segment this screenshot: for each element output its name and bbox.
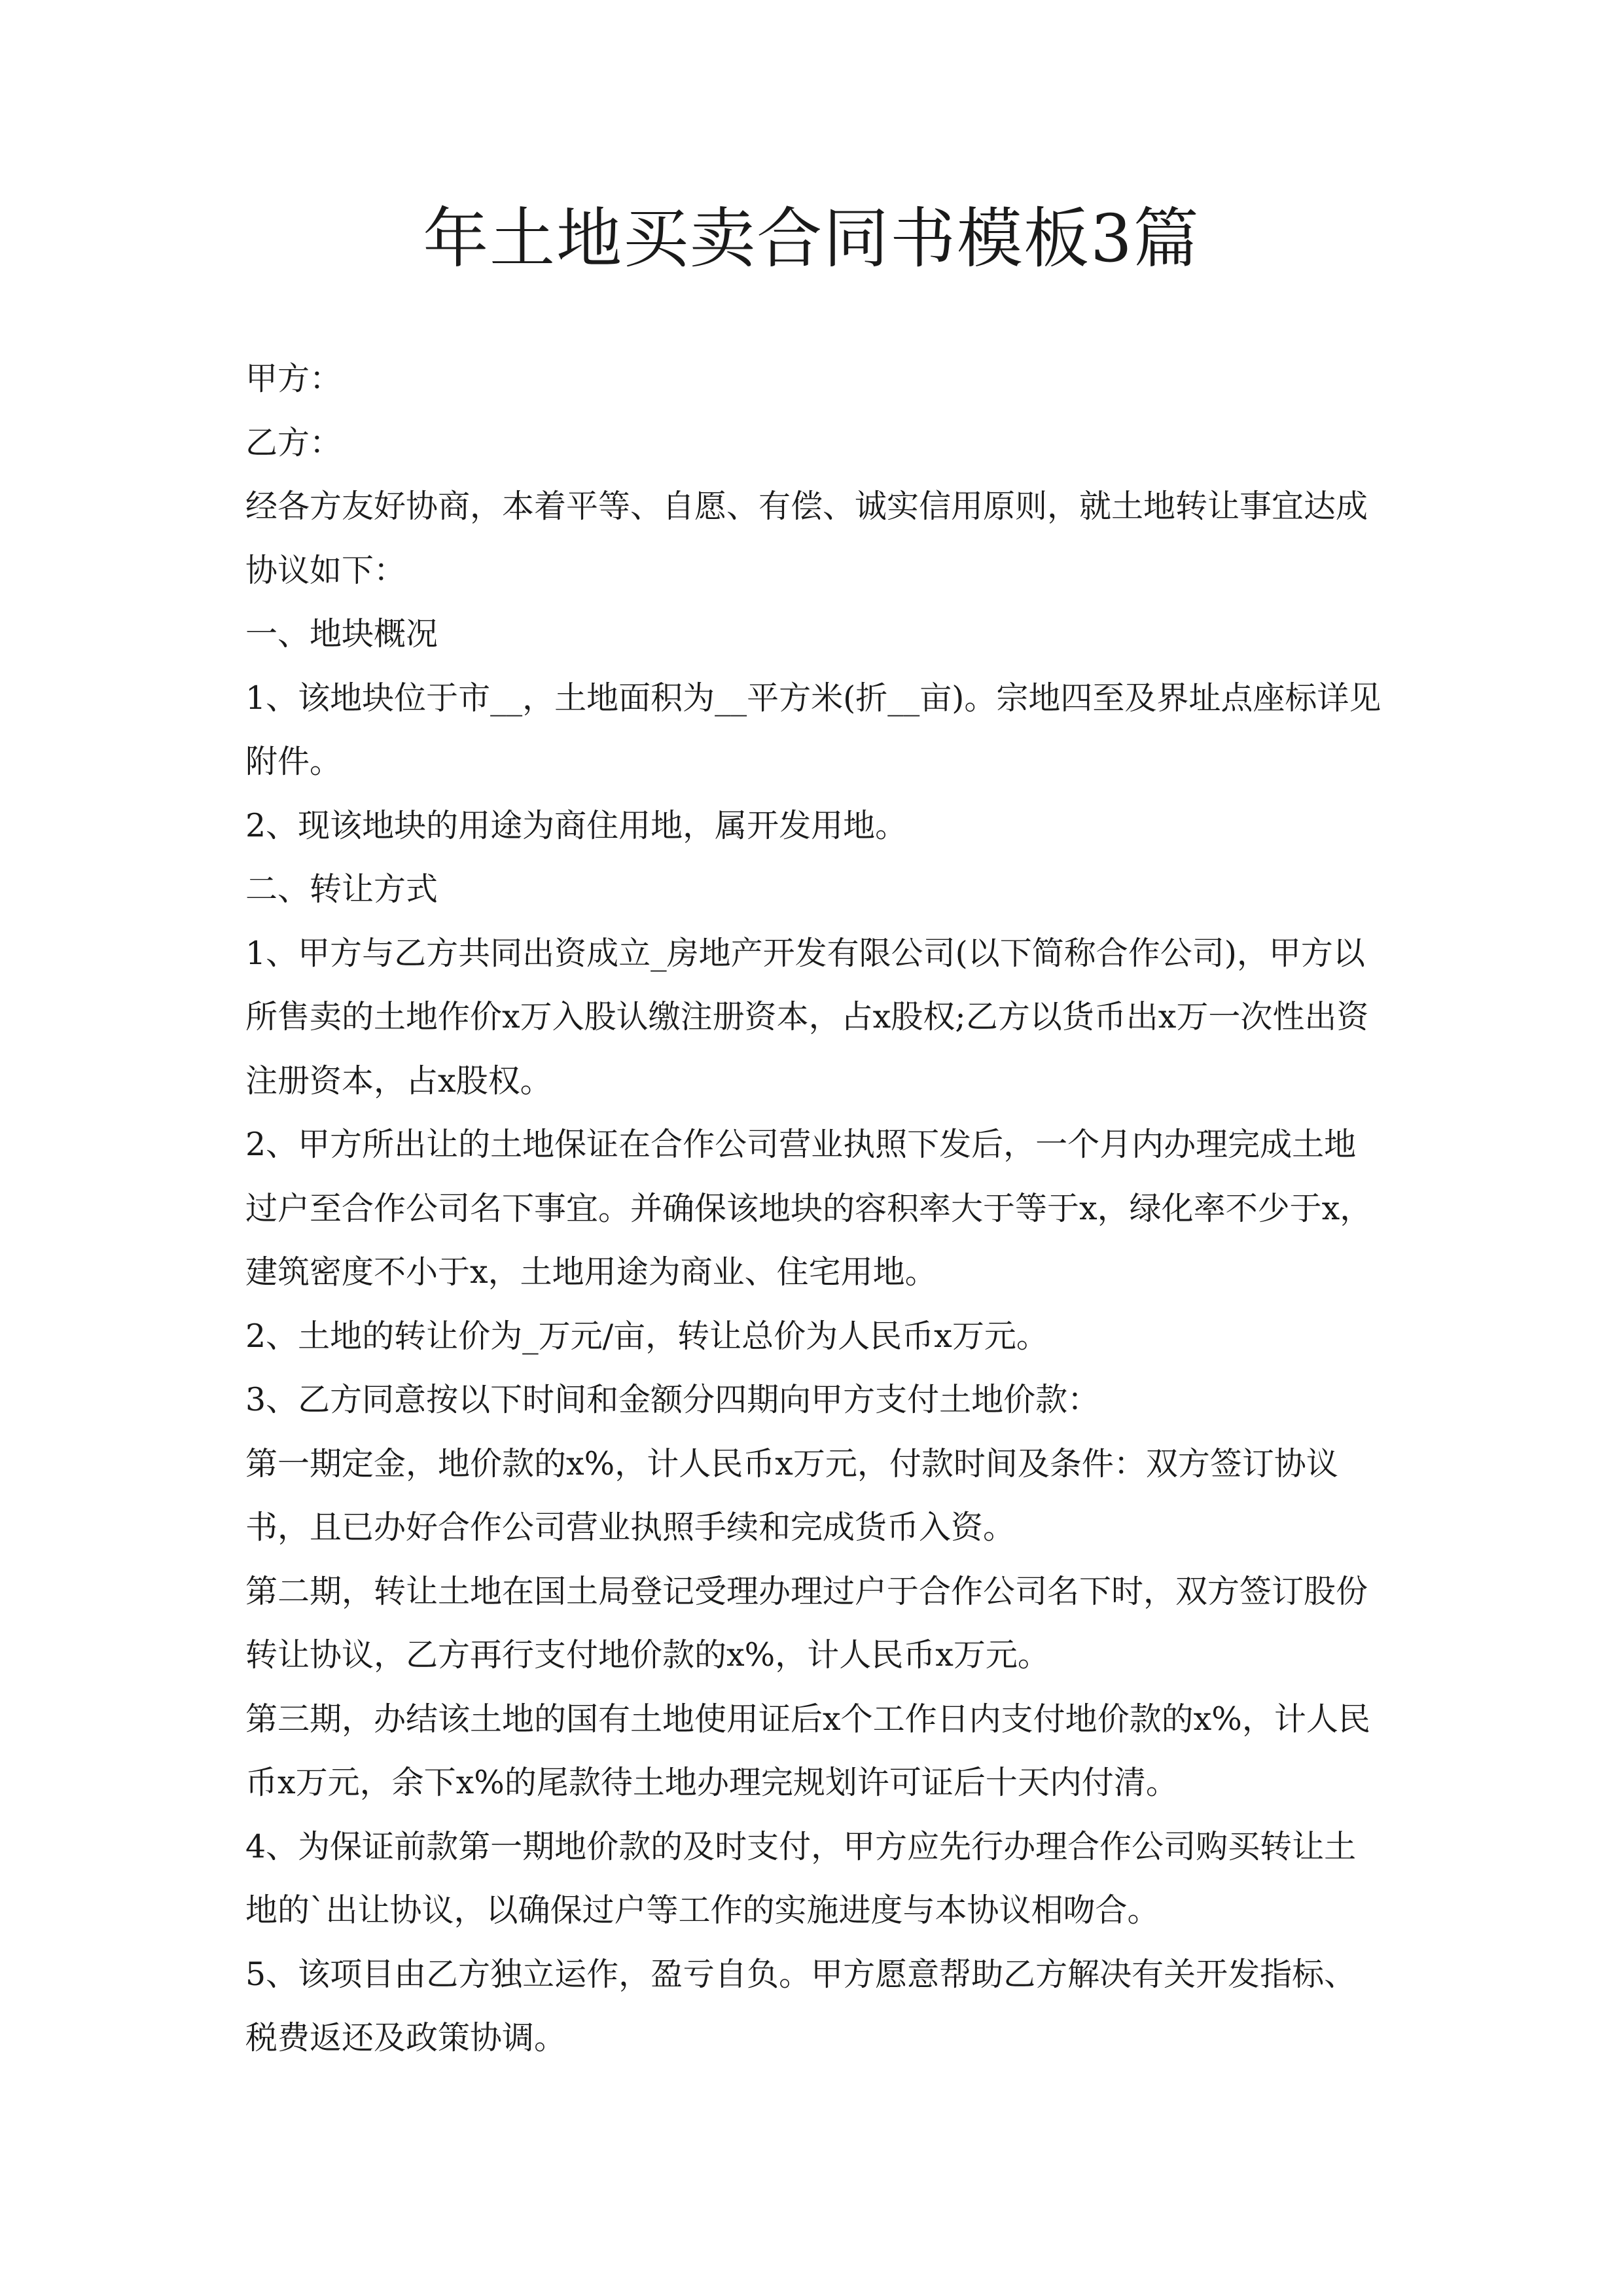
paragraph-first-installment: 第一期定金，地价款的x%，计人民币x万元，付款时间及条件：双方签订协议书，且已办好合作公司营业执照手续和完成货币入资。 <box>245 1444 1338 1546</box>
section-heading-land-overview: 一、地块概况 <box>245 615 438 653</box>
paragraph-land-location: 1、该地块位于市__，土地面积为__平方米(折__亩)。宗地四至及界址点座标详见附件。 <box>245 679 1382 780</box>
paragraph-party-a: 甲方： <box>245 360 342 397</box>
paragraph-joint-company: 1、甲方与乙方共同出资成立_房地产开发有限公司(以下简称合作公司)，甲方以所售卖的土地作价x万入股认缴注册资本，占x股权;乙方以货币出x万一次性出资注册资本，占x股权。 <box>245 934 1369 1100</box>
paragraph-third-installment: 第三期，办结该土地的国有土地使用证后x个工作日内支付地价款的x%，计人民币x万元，余下x%的尾款待土地办理完规划许可证后十天内付清。 <box>245 1700 1370 1801</box>
paragraph-preamble: 经各方友好协商，本着平等、自愿、有偿、诚实信用原则，就土地转让事宜达成协议如下： <box>245 488 1368 589</box>
document-title: 年土地买卖合同书模板3篇 <box>423 200 1200 277</box>
paragraph-transfer-price: 2、土地的转让价为_万元/亩，转让总价为人民币x万元。 <box>245 1317 1048 1355</box>
paragraph-land-use: 2、现该地块的用途为商住用地，属开发用地。 <box>245 806 908 844</box>
section-heading-transfer-method: 二、转让方式 <box>245 870 438 908</box>
paragraph-party-b: 乙方： <box>245 423 342 461</box>
paragraph-payment-guarantee: 4、为保证前款第一期地价款的及时支付，甲方应先行办理合作公司购买转让土地的`出让协议，以确保过户等工作的实施进度与本协议相吻合。 <box>245 1827 1357 1929</box>
paragraph-second-installment: 第二期，转让土地在国土局登记受理办理过户于合作公司名下时，双方签订股份转让协议，乙方再行支付地价款的x%，计人民币x万元。 <box>245 1572 1368 1674</box>
document-body <box>245 347 1384 2070</box>
paragraph-project-operation: 5、该项目由乙方独立运作，盈亏自负。甲方愿意帮助乙方解决有关开发指标、税费返还及政策协调。 <box>245 1955 1357 2056</box>
paragraph-land-guarantee: 2、甲方所出让的土地保证在合作公司营业执照下发后，一个月内办理完成土地过户至合作公司名下事宜。并确保该地块的容积率大于等于x，绿化率不少于x，建筑密度不小于x，土地用途为商业、住宅用地。 <box>245 1126 1372 1291</box>
paragraph-payment-schedule: 3、乙方同意按以下时间和金额分四期向甲方支付土地价款： <box>245 1381 1100 1418</box>
